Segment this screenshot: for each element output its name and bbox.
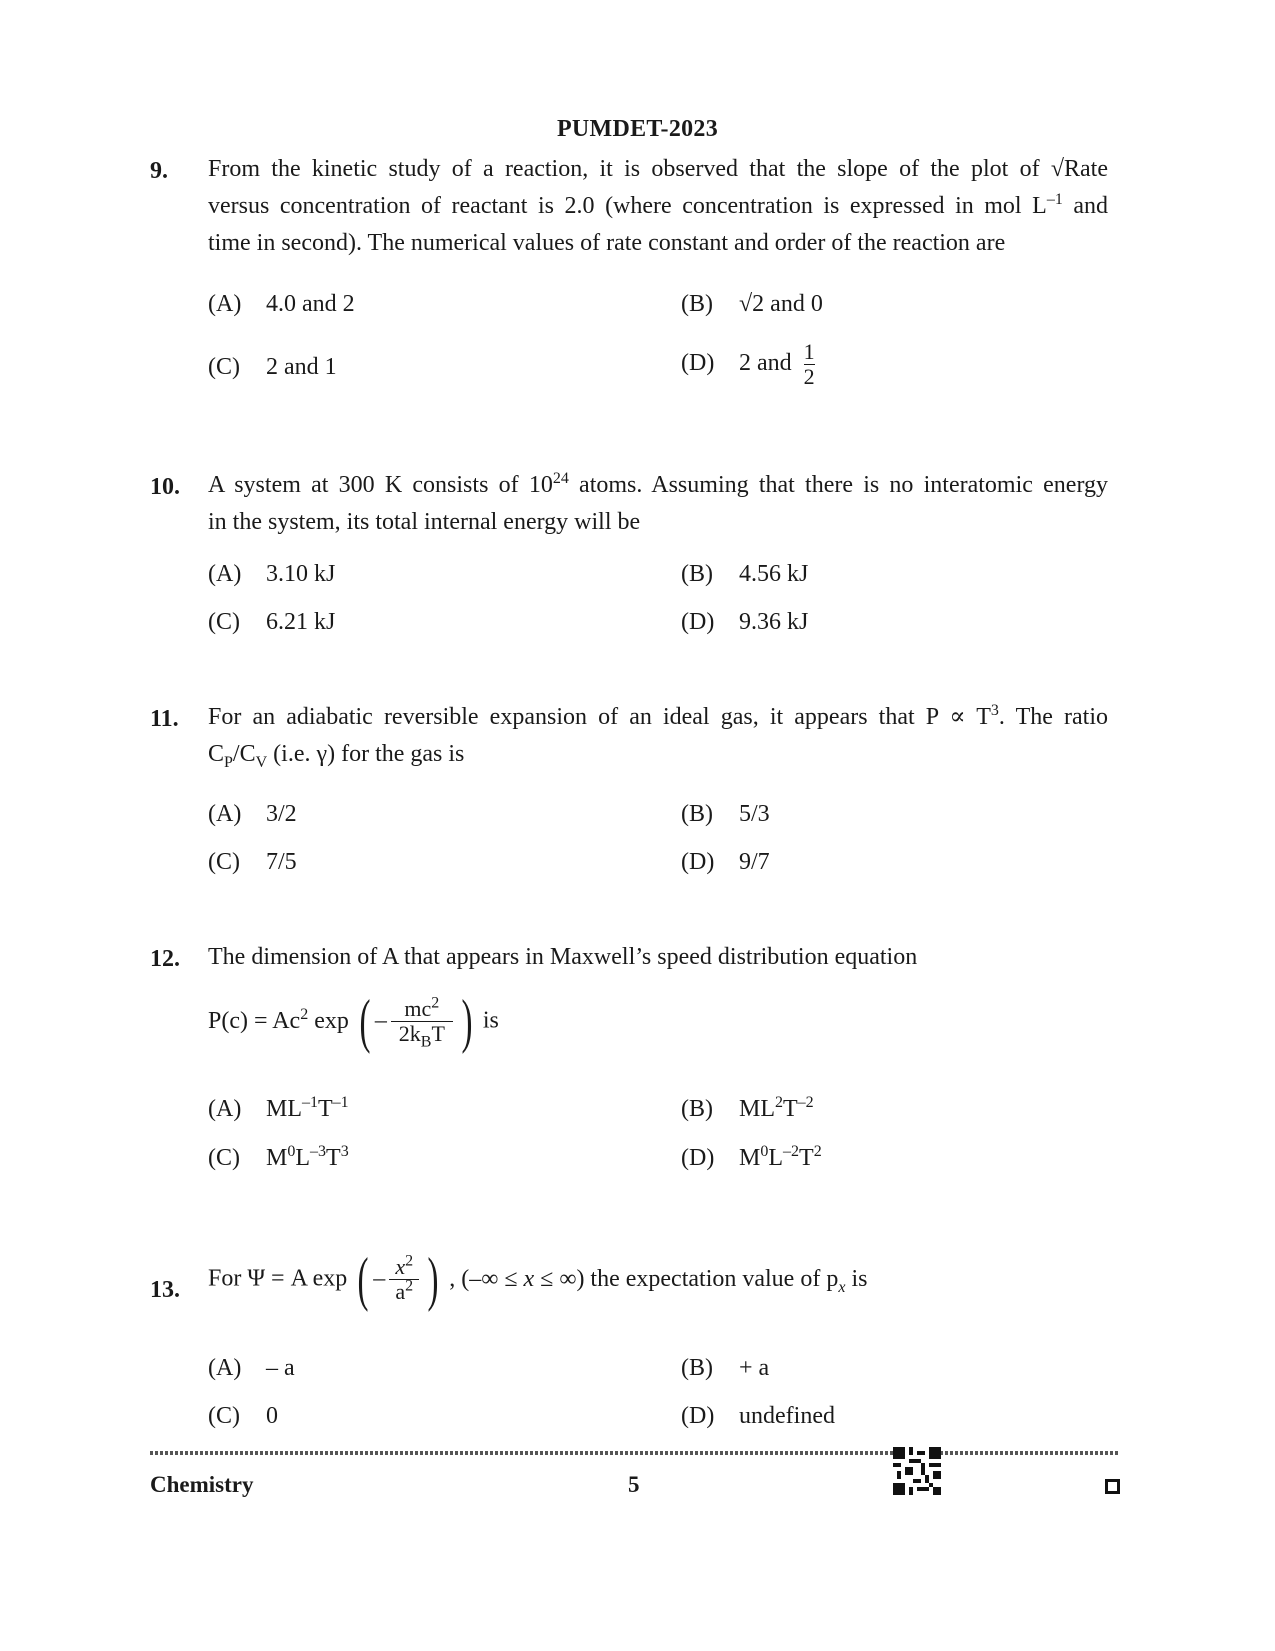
question-line: time in second). The numerical values of rate constant and order of the reaction are: [208, 230, 1006, 256]
option-a[interactable]: (A) $ML^{-1}T^{-1}$: [208, 1094, 349, 1122]
option-d[interactable]: (D) 9/7: [681, 849, 770, 875]
question-text: The dimension of A that appears in Maxwell’s speed distribution equation: [208, 944, 918, 970]
question-text: [208, 151, 1108, 262]
option-d[interactable]: (D) undefined: [681, 1403, 835, 1429]
option-a[interactable]: (A) 3/2: [208, 801, 297, 827]
option-c[interactable]: (C) $M^0L^{-3}T^3$: [208, 1143, 349, 1171]
question-line: For an adiabatic reversible expansion of an ideal gas, it appears that $P \propto T^3$. The ratio: [208, 702, 1109, 730]
option-b[interactable]: (B) + a: [681, 1355, 770, 1381]
option-c[interactable]: (C) 2 and 1: [208, 354, 337, 380]
question-line: $C_P/C_V$ (i.e. γ) for the gas is: [208, 741, 465, 771]
qr-code-icon: [893, 1447, 941, 1495]
option-b[interactable]: (B) 4.56 kJ: [681, 561, 809, 587]
question-line: in the system, its total internal energy will be: [208, 509, 641, 535]
option-c[interactable]: (C) 0: [208, 1403, 278, 1429]
question-text: [208, 699, 1108, 773]
option-d[interactable]: (D) 9.36 kJ: [681, 609, 809, 635]
option-a[interactable]: (A) 4.0 and 2: [208, 291, 355, 317]
footer-watermark-line: [150, 1451, 1118, 1455]
option-b[interactable]: (B) $ML^2T^{-2}$: [681, 1094, 814, 1122]
option-d[interactable]: (D) 2 and $\frac{1}{2}$: [681, 339, 815, 389]
question-text: [208, 467, 1108, 541]
option-c[interactable]: (C) 7/5: [208, 849, 297, 875]
option-b[interactable]: (B) 5/3: [681, 801, 770, 827]
option-d[interactable]: (D) $M^0L^{-2}T^2$: [681, 1143, 822, 1171]
option-a[interactable]: (A) – a: [208, 1355, 295, 1381]
corner-square-icon: [1105, 1479, 1120, 1494]
maxwell-formula: $P(c) = Ac^2$ exp ( – $\frac{mc^2}{2k_BT}$ ) is: [208, 988, 499, 1054]
option-c[interactable]: (C) 6.21 kJ: [208, 609, 336, 635]
question-number: 13.: [150, 1277, 180, 1303]
page-title: PUMDET-2023: [556, 116, 719, 142]
fraction: $\frac{mc^2}{2k_BT}$: [391, 997, 453, 1046]
question-line: A system at 300 K consists of $10^{24}$ atoms. Assuming that there is no interatomic energy: [208, 470, 1109, 498]
question-number: 10.: [150, 474, 180, 500]
question-number: 11.: [150, 706, 179, 732]
question-line: From the kinetic study of a reaction, it is observed that the slope of the plot of √Rate: [208, 156, 1108, 182]
option-b[interactable]: (B) √2 and 0: [681, 291, 823, 317]
option-a[interactable]: (A) 3.10 kJ: [208, 561, 336, 587]
question-text: For Ψ = A exp ( – $\frac{x^2}{a^2}$ ) , (–∞ ≤ x ≤ ∞) the expectation value of $p_x$ is: [208, 1246, 868, 1312]
fraction: $\frac{1}{2}$: [803, 339, 815, 389]
question-line: versus concentration of reactant is 2.0 (where concentration is expressed in mol $L^{-1}$ and: [208, 191, 1108, 219]
fraction: $\frac{x^2}{a^2}$: [389, 1255, 419, 1304]
question-number: 12.: [150, 946, 180, 972]
footer-subject: Chemistry: [150, 1472, 254, 1497]
question-number: 9.: [150, 158, 168, 184]
page-number: 5: [628, 1472, 640, 1497]
